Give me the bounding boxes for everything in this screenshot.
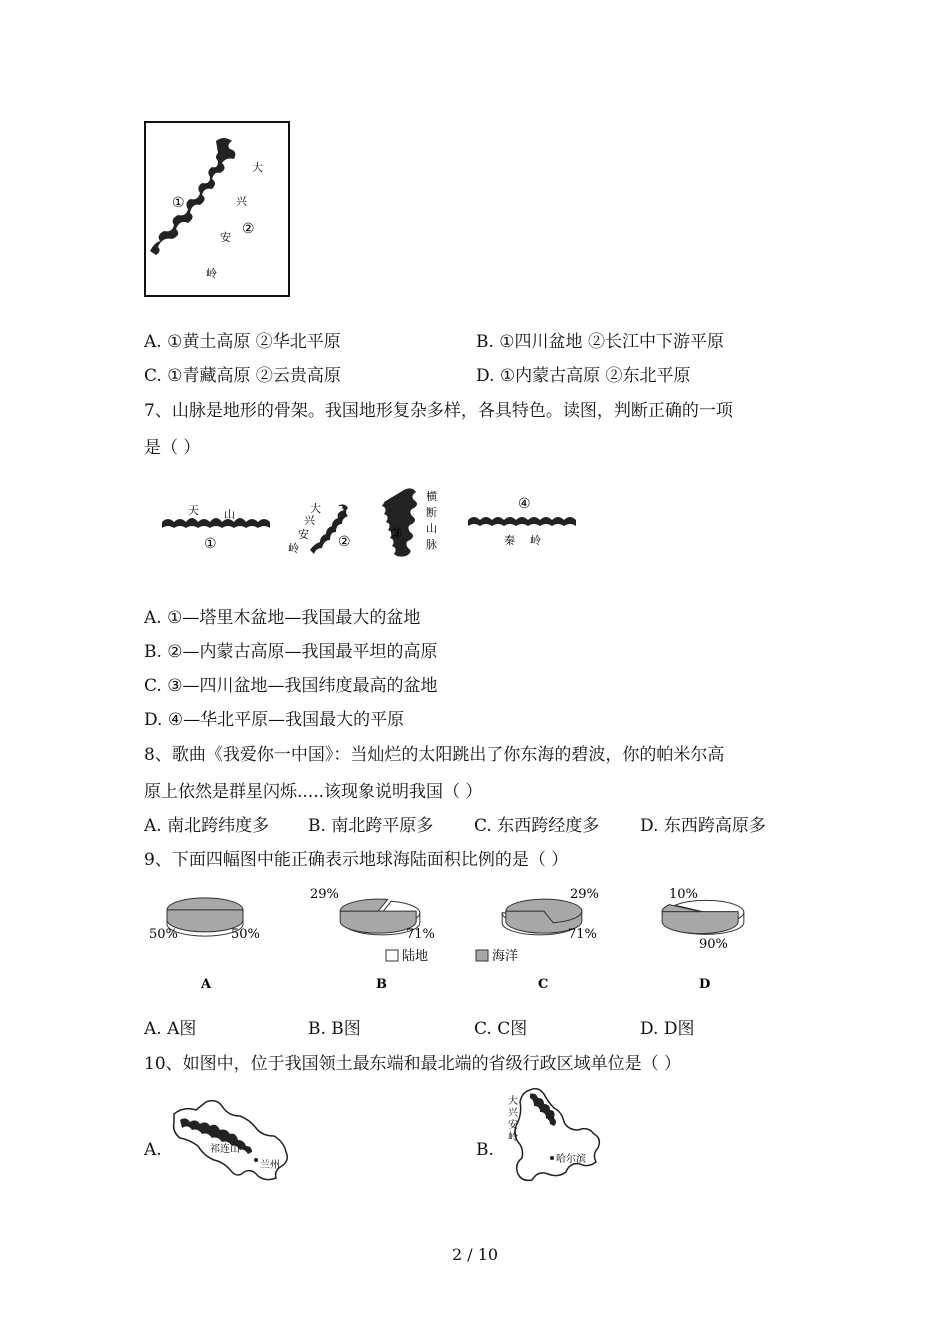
svg-text:横: 横	[426, 490, 437, 503]
q8-option-d: D. 东西跨高原多	[640, 816, 766, 836]
svg-text:秦: 秦	[504, 534, 515, 547]
q9-option-a: A. A图	[144, 1019, 197, 1039]
q7-stem: 7、山脉是地形的骨架。我国地形复杂多样，各具特色。读图，判断正确的一项	[144, 401, 733, 421]
q8-option-c: C. 东西跨经度多	[474, 816, 600, 836]
pie-A-label-2: 50%	[231, 927, 260, 942]
pie-D-name: D	[699, 977, 711, 992]
svg-text:大: 大	[252, 161, 263, 174]
svg-text:安: 安	[508, 1120, 518, 1131]
q7-mountains-figure	[160, 482, 580, 572]
svg-text:兰州: 兰州	[260, 1160, 280, 1171]
q10-option-b: B.	[476, 1140, 494, 1160]
svg-text:天: 天	[188, 504, 199, 517]
q9-pie-charts	[140, 882, 780, 994]
q9-option-b: B. B图	[308, 1019, 361, 1039]
mountain-range-icon	[530, 1094, 556, 1127]
svg-text:安: 安	[298, 528, 309, 541]
svg-text:陆地: 陆地	[402, 949, 429, 964]
hengduan-icon	[382, 488, 417, 556]
svg-text:④: ④	[518, 496, 531, 512]
q6-option-b: B. ①四川盆地 ②长江中下游平原	[476, 332, 724, 352]
q7-option-c: C. ③—四川盆地—我国纬度最高的盆地	[144, 676, 438, 696]
qinling-icon	[468, 517, 576, 526]
svg-text:哈尔滨: 哈尔滨	[556, 1154, 586, 1165]
q7-option-d: D. ④—华北平原—我国最大的平原	[144, 710, 405, 730]
pie-B-name: B	[376, 977, 387, 992]
map-circle-2: ②	[242, 221, 255, 237]
svg-text:兴: 兴	[304, 514, 315, 527]
svg-text:岭: 岭	[530, 534, 541, 547]
pie-legend	[386, 948, 518, 964]
q6-option-c: C. ①青藏高原 ②云贵高原	[144, 366, 341, 386]
q8-stem: 8、歌曲《我爱你一中国》：当灿烂的太阳跳出了你东海的碧波，你的帕米尔高	[144, 745, 725, 765]
q6-option-d: D. ①内蒙古高原 ②东北平原	[476, 366, 691, 386]
q7-stem-cont: 是（ ）	[144, 438, 201, 458]
pie-C-name: C	[538, 977, 549, 992]
svg-text:岭: 岭	[206, 267, 217, 280]
svg-text:安: 安	[220, 231, 231, 244]
q9-option-d: D. D图	[640, 1019, 695, 1039]
svg-text:大: 大	[310, 502, 321, 515]
svg-text:山: 山	[426, 522, 437, 535]
svg-text:兴: 兴	[236, 195, 247, 208]
svg-text:断: 断	[426, 506, 437, 519]
q6-option-a: A. ①黄土高原 ②华北平原	[144, 332, 341, 352]
q8-stem-cont: 原上依然是群星闪烁.....该现象说明我国（ ）	[144, 782, 483, 802]
q7-option-a: A. ①—塔里木盆地—我国最大的盆地	[144, 608, 421, 628]
province-outline-icon	[515, 1089, 599, 1181]
svg-text:岭: 岭	[288, 542, 299, 555]
pie-A-label-1: 50%	[149, 927, 178, 942]
svg-text:①: ①	[204, 536, 217, 552]
pie-D-label-1: 10%	[669, 887, 698, 902]
pie-A-name: A	[201, 977, 212, 992]
pie-B-label-2: 71%	[406, 927, 435, 942]
map-circle-1: ①	[172, 195, 185, 211]
svg-text:②: ②	[338, 534, 351, 550]
q10-stem: 10、如图中，位于我国领土最东端和最北端的省级行政区域单位是（ ）	[144, 1054, 682, 1074]
q6-map-figure	[144, 121, 290, 297]
svg-text:兴: 兴	[508, 1108, 518, 1119]
pie-B-label-1: 29%	[310, 887, 339, 902]
q9-stem: 9、下面四幅图中能正确表示地球海陆面积比例的是（ ）	[144, 850, 569, 870]
q8-option-a: A. 南北跨纬度多	[144, 816, 270, 836]
svg-text:岭: 岭	[508, 1132, 518, 1143]
q8-option-b: B. 南北跨平原多	[308, 816, 434, 836]
q10-map-heilongjiang	[500, 1086, 610, 1182]
pie-C-label-2: 71%	[568, 927, 597, 942]
pie-C-label-1: 29%	[570, 887, 599, 902]
svg-text:脉: 脉	[426, 538, 437, 551]
tianshan-icon	[162, 518, 270, 528]
pie-D-label-2: 90%	[699, 937, 728, 952]
page-number: 2 / 10	[452, 1245, 499, 1264]
q10-option-a: A.	[144, 1140, 162, 1160]
q7-option-b: B. ②—内蒙古高原—我国最平坦的高原	[144, 642, 438, 662]
svg-text:大: 大	[508, 1096, 518, 1107]
q10-map-gansu	[170, 1096, 300, 1182]
svg-text:祁连山: 祁连山	[210, 1144, 240, 1155]
q9-option-c: C. C图	[474, 1019, 528, 1039]
svg-text:海洋: 海洋	[492, 949, 519, 964]
svg-text:③: ③	[390, 526, 403, 542]
svg-text:山: 山	[224, 508, 235, 521]
